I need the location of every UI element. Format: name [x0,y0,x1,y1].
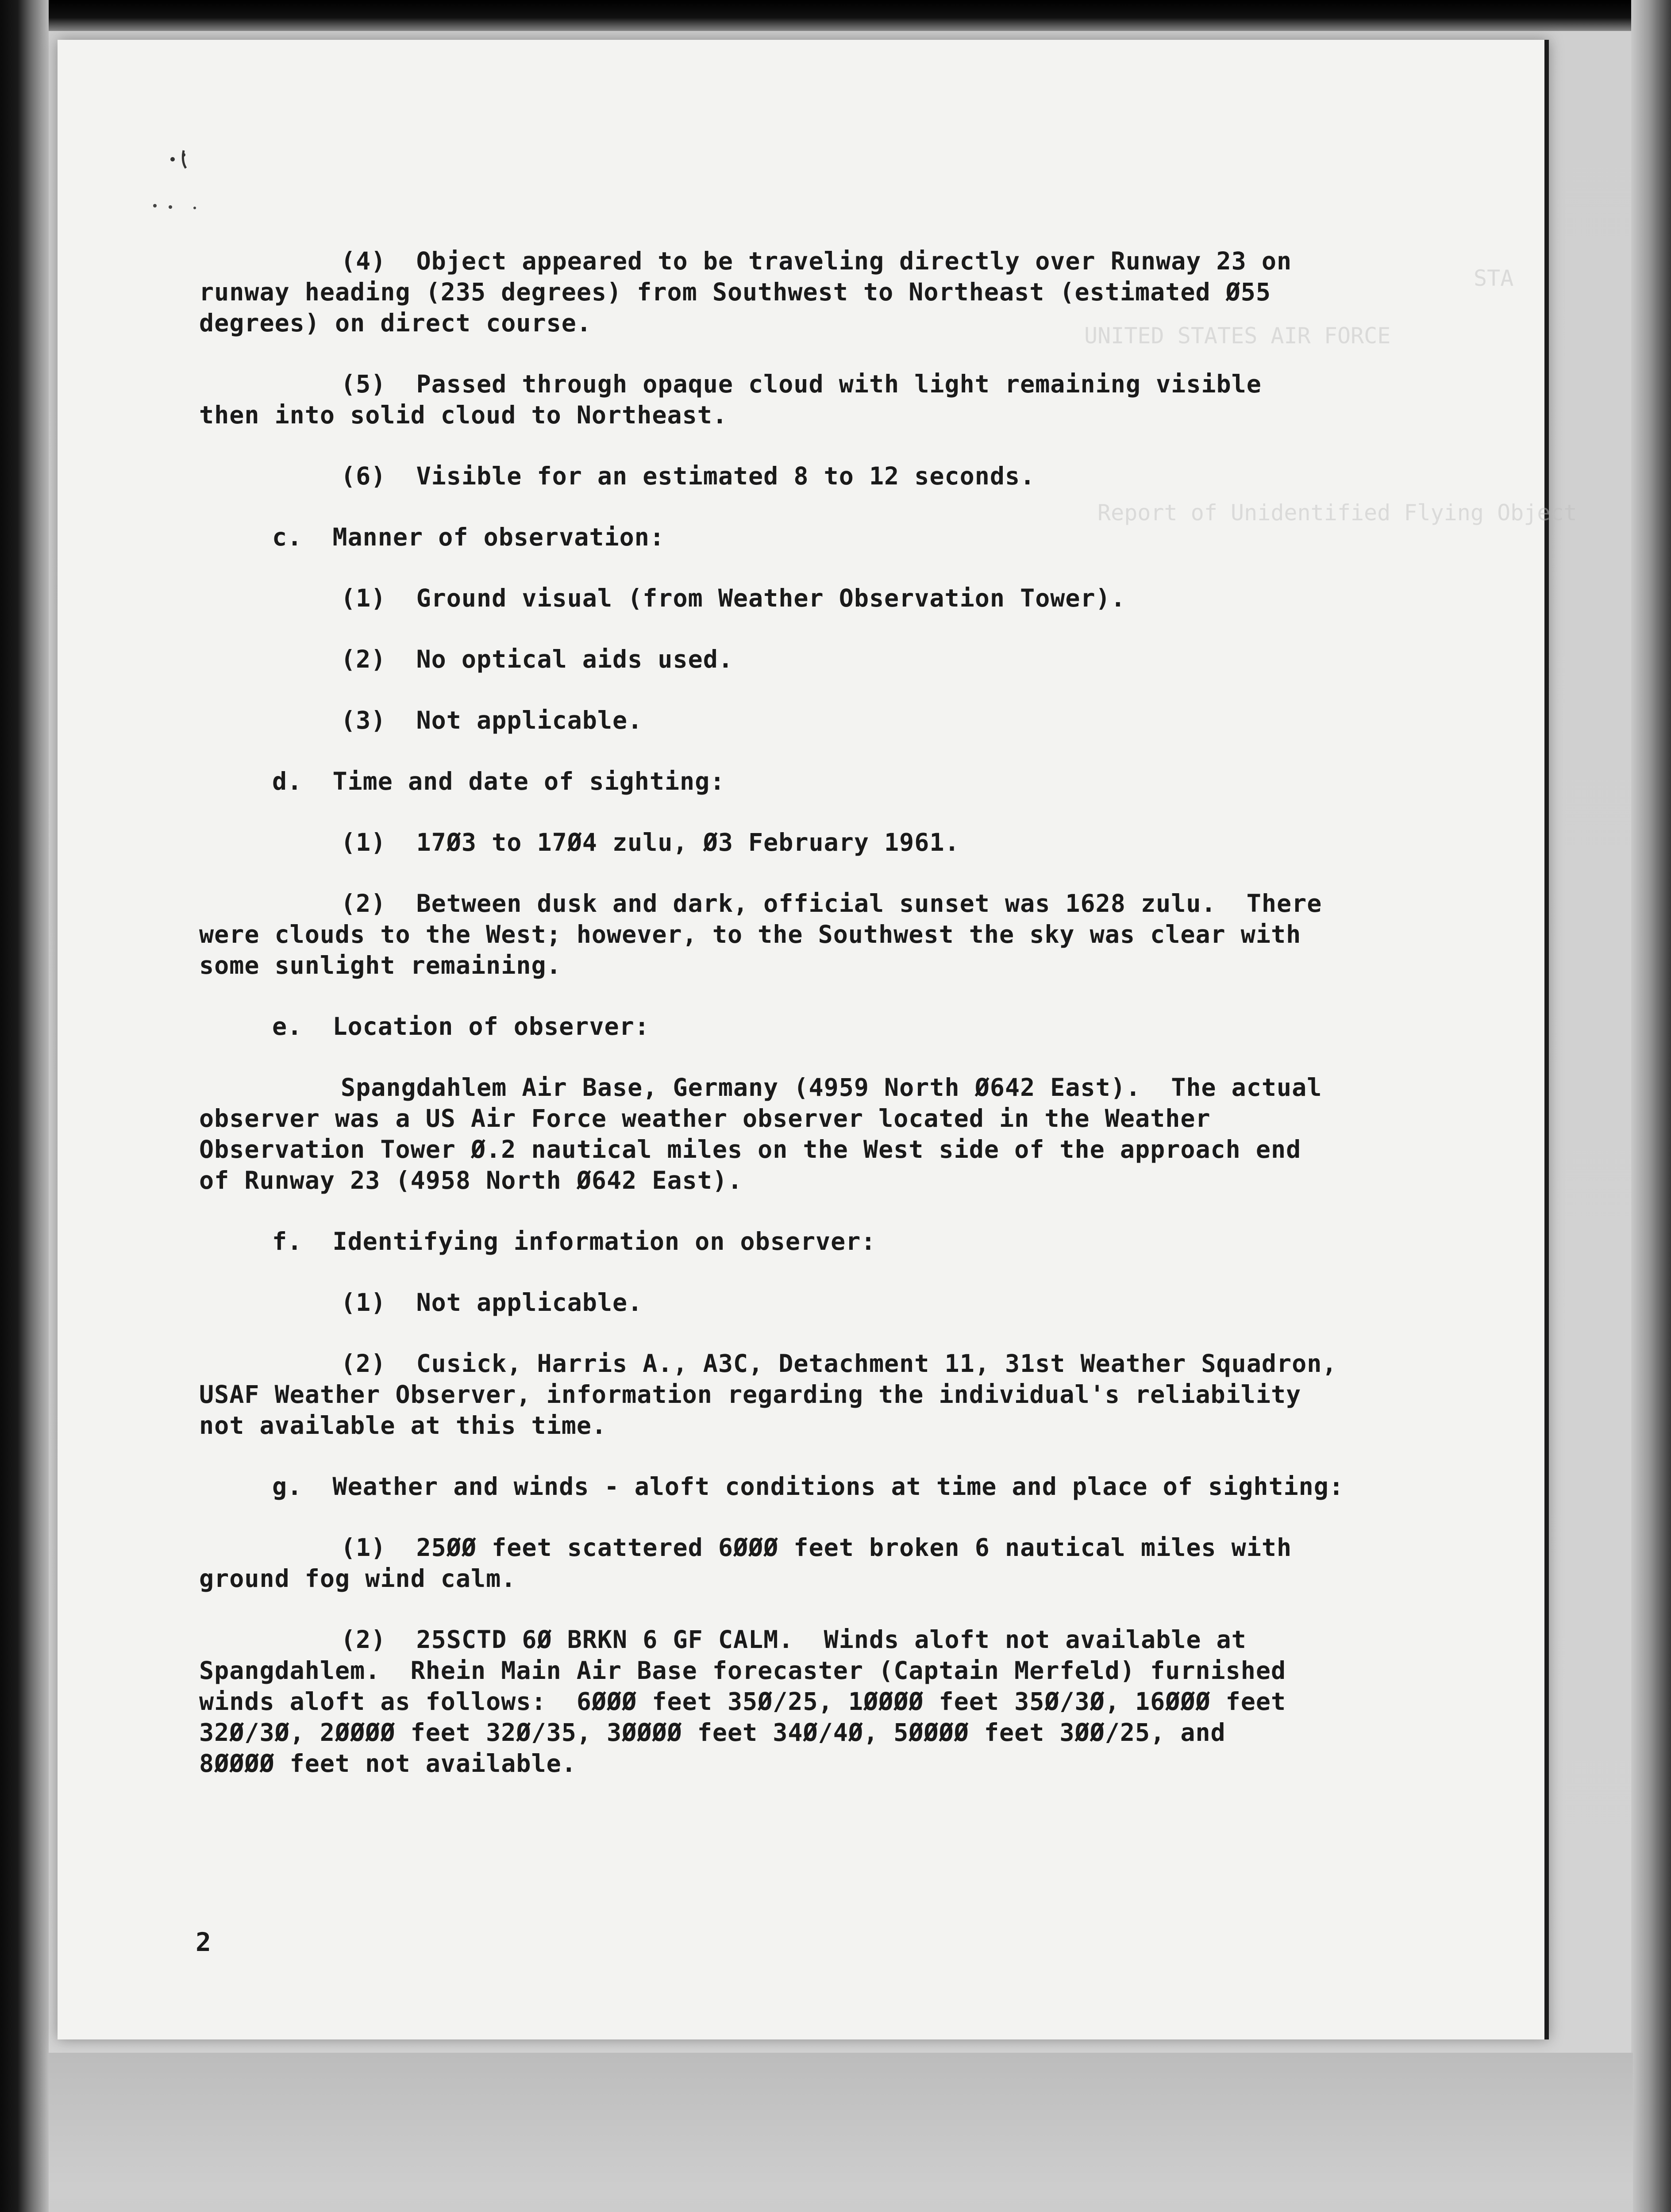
text-line: winds aloft as follows: 6ØØØ feet 35Ø/25, 1ØØØØ feet 35Ø/3Ø, 16ØØØ feet [199,1687,1286,1716]
text-line: c. Manner of observation: [272,523,665,551]
text-line: d. Time and date of sighting: [272,767,725,795]
text-line: (2) No optical aids used. [341,645,733,673]
text-line: ground fog wind calm. [199,1564,516,1593]
text-line: then into solid cloud to Northeast. [199,401,728,429]
paragraph-gap [199,1042,1482,1072]
text-line: (1) 17Ø3 to 17Ø4 zulu, Ø3 February 1961. [341,828,960,856]
text-line: (2) Cusick, Harris A., A3C, Detachment 11, 31st Weather Squadron, [341,1349,1337,1378]
text-line: (4) Object appeared to be traveling directly over Runway 23 on [341,247,1292,275]
text-line: (6) Visible for an estimated 8 to 12 seconds. [341,462,1036,490]
text-line: (5) Passed through opaque cloud with light remaining visible [341,370,1262,398]
bleed-through-text: STA [1474,265,1514,291]
paragraph-gap [199,338,1482,369]
film-left-border [0,0,49,2212]
text-line: g. Weather and winds - aloft conditions at time and place of sighting: [272,1472,1344,1501]
paragraph-gap [199,1441,1482,1471]
text-line: 32Ø/3Ø, 2ØØØØ feet 32Ø/35, 3ØØØØ feet 34Ø/4Ø, 5ØØØØ feet 3ØØ/25, and [199,1718,1226,1747]
text-line: runway heading (235 degrees) from Southwest to Northeast (estimated Ø55 [199,278,1271,306]
paragraph-gap [199,675,1482,705]
text-line: Spangdahlem Air Base, Germany (4959 North Ø642 East). The actual [341,1073,1322,1102]
text-line: Spangdahlem. Rhein Main Air Base forecaster (Captain Merfeld) furnished [199,1656,1286,1685]
text-line: (3) Not applicable. [341,706,643,734]
text-line: of Runway 23 (4958 North Ø642 East). [199,1166,743,1194]
text-line: e. Location of observer: [272,1012,650,1041]
text-line: (2) 25SCTD 6Ø BRKN 6 GF CALM. Winds aloft not available at [341,1625,1247,1654]
paragraph-gap [199,1502,1482,1532]
bleed-through-text: UNITED STATES AIR FORCE [1084,323,1391,349]
paragraph-gap [199,981,1482,1011]
text-line: some sunlight remaining. [199,951,562,979]
text-line: (1) Not applicable. [341,1288,643,1317]
film-top-border [0,0,1671,31]
paragraph-gap [199,553,1482,583]
text-line: (2) Between dusk and dark, official sunset was 1628 zulu. There [341,889,1322,918]
bleed-through-text: Report of Unidentified Flying Object [1097,500,1577,526]
paragraph-gap [199,1257,1482,1287]
paragraph-gap [199,614,1482,644]
text-line: degrees) on direct course. [199,309,592,337]
text-line: USAF Weather Observer, information regarding the individual's reliability [199,1380,1301,1409]
film-right-border [1631,0,1671,2212]
paragraph-gap [199,492,1482,522]
page-number: 2 [196,1927,211,1957]
paragraph-gap [199,797,1482,827]
document-body [199,246,1482,1779]
paragraph-gap [199,1594,1482,1624]
text-line: observer was a US Air Force weather observer located in the Weather [199,1104,1211,1133]
paragraph-gap [199,736,1482,766]
scan-specks [142,97,319,230]
text-line: Observation Tower Ø.2 nautical miles on the West side of the approach end [199,1135,1301,1164]
text-line: 8ØØØØ feet not available. [199,1749,577,1778]
scan-lower-area [49,2053,1633,2212]
text-line: (1) 25ØØ feet scattered 6ØØØ feet broken 6 nautical miles with [341,1533,1292,1562]
text-line: (1) Ground visual (from Weather Observation Tower). [341,584,1126,612]
paragraph-gap [199,1196,1482,1226]
text-line: not available at this time. [199,1411,607,1440]
text-line: were clouds to the West; however, to the Southwest the sky was clear with [199,920,1301,949]
paragraph-gap [199,430,1482,461]
paragraph-gap [199,858,1482,888]
text-line: f. Identifying information on observer: [272,1227,876,1256]
paragraph-gap [199,1318,1482,1348]
